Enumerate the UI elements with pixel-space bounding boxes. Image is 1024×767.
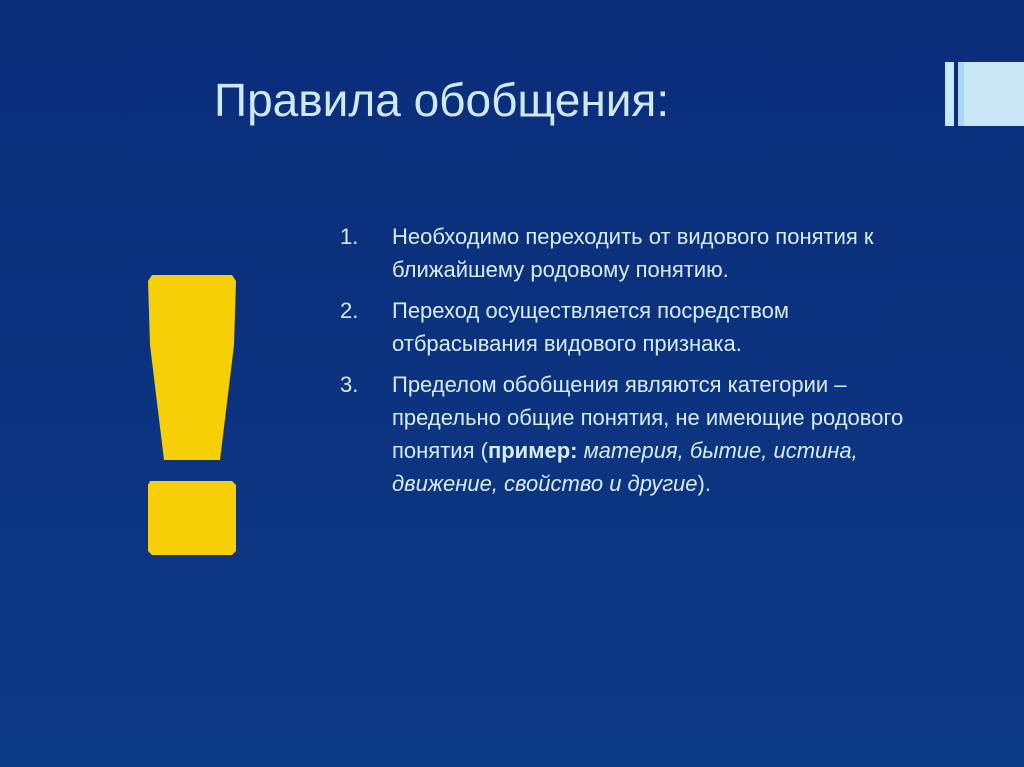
example-items: материя, бытие, истина, движение, свойство и другие	[392, 438, 858, 496]
list-item-number: 2.	[340, 298, 359, 323]
exclamation-icon	[144, 275, 240, 557]
exclamation-dot	[148, 481, 236, 555]
list-item-text: Необходимо переходить от видового понятия к ближайшему родовому понятию.	[392, 224, 874, 282]
corner-bar-narrow	[945, 62, 954, 126]
list-item	[340, 368, 940, 500]
rules-list	[340, 220, 940, 508]
list-item-text-after: ).	[697, 471, 711, 496]
list-item	[340, 294, 940, 360]
corner-bars-icon	[945, 62, 1024, 126]
list-item-text	[392, 368, 922, 500]
list-item-text-before: Пределом обобщения являются категории – предельно общие понятия, не имеющие родового понятия (	[392, 372, 904, 463]
list-item	[340, 220, 940, 286]
slide-title: Правила обобщения:	[214, 74, 670, 126]
list-item-number: 1.	[340, 224, 359, 249]
exclamation-stroke	[148, 275, 236, 460]
list-item-number: 3.	[340, 372, 359, 397]
corner-bar-wide	[958, 62, 1024, 126]
list-item-text: Переход осуществляется посредством отбрасывания видового признака.	[392, 298, 790, 356]
example-label: пример:	[487, 438, 578, 463]
